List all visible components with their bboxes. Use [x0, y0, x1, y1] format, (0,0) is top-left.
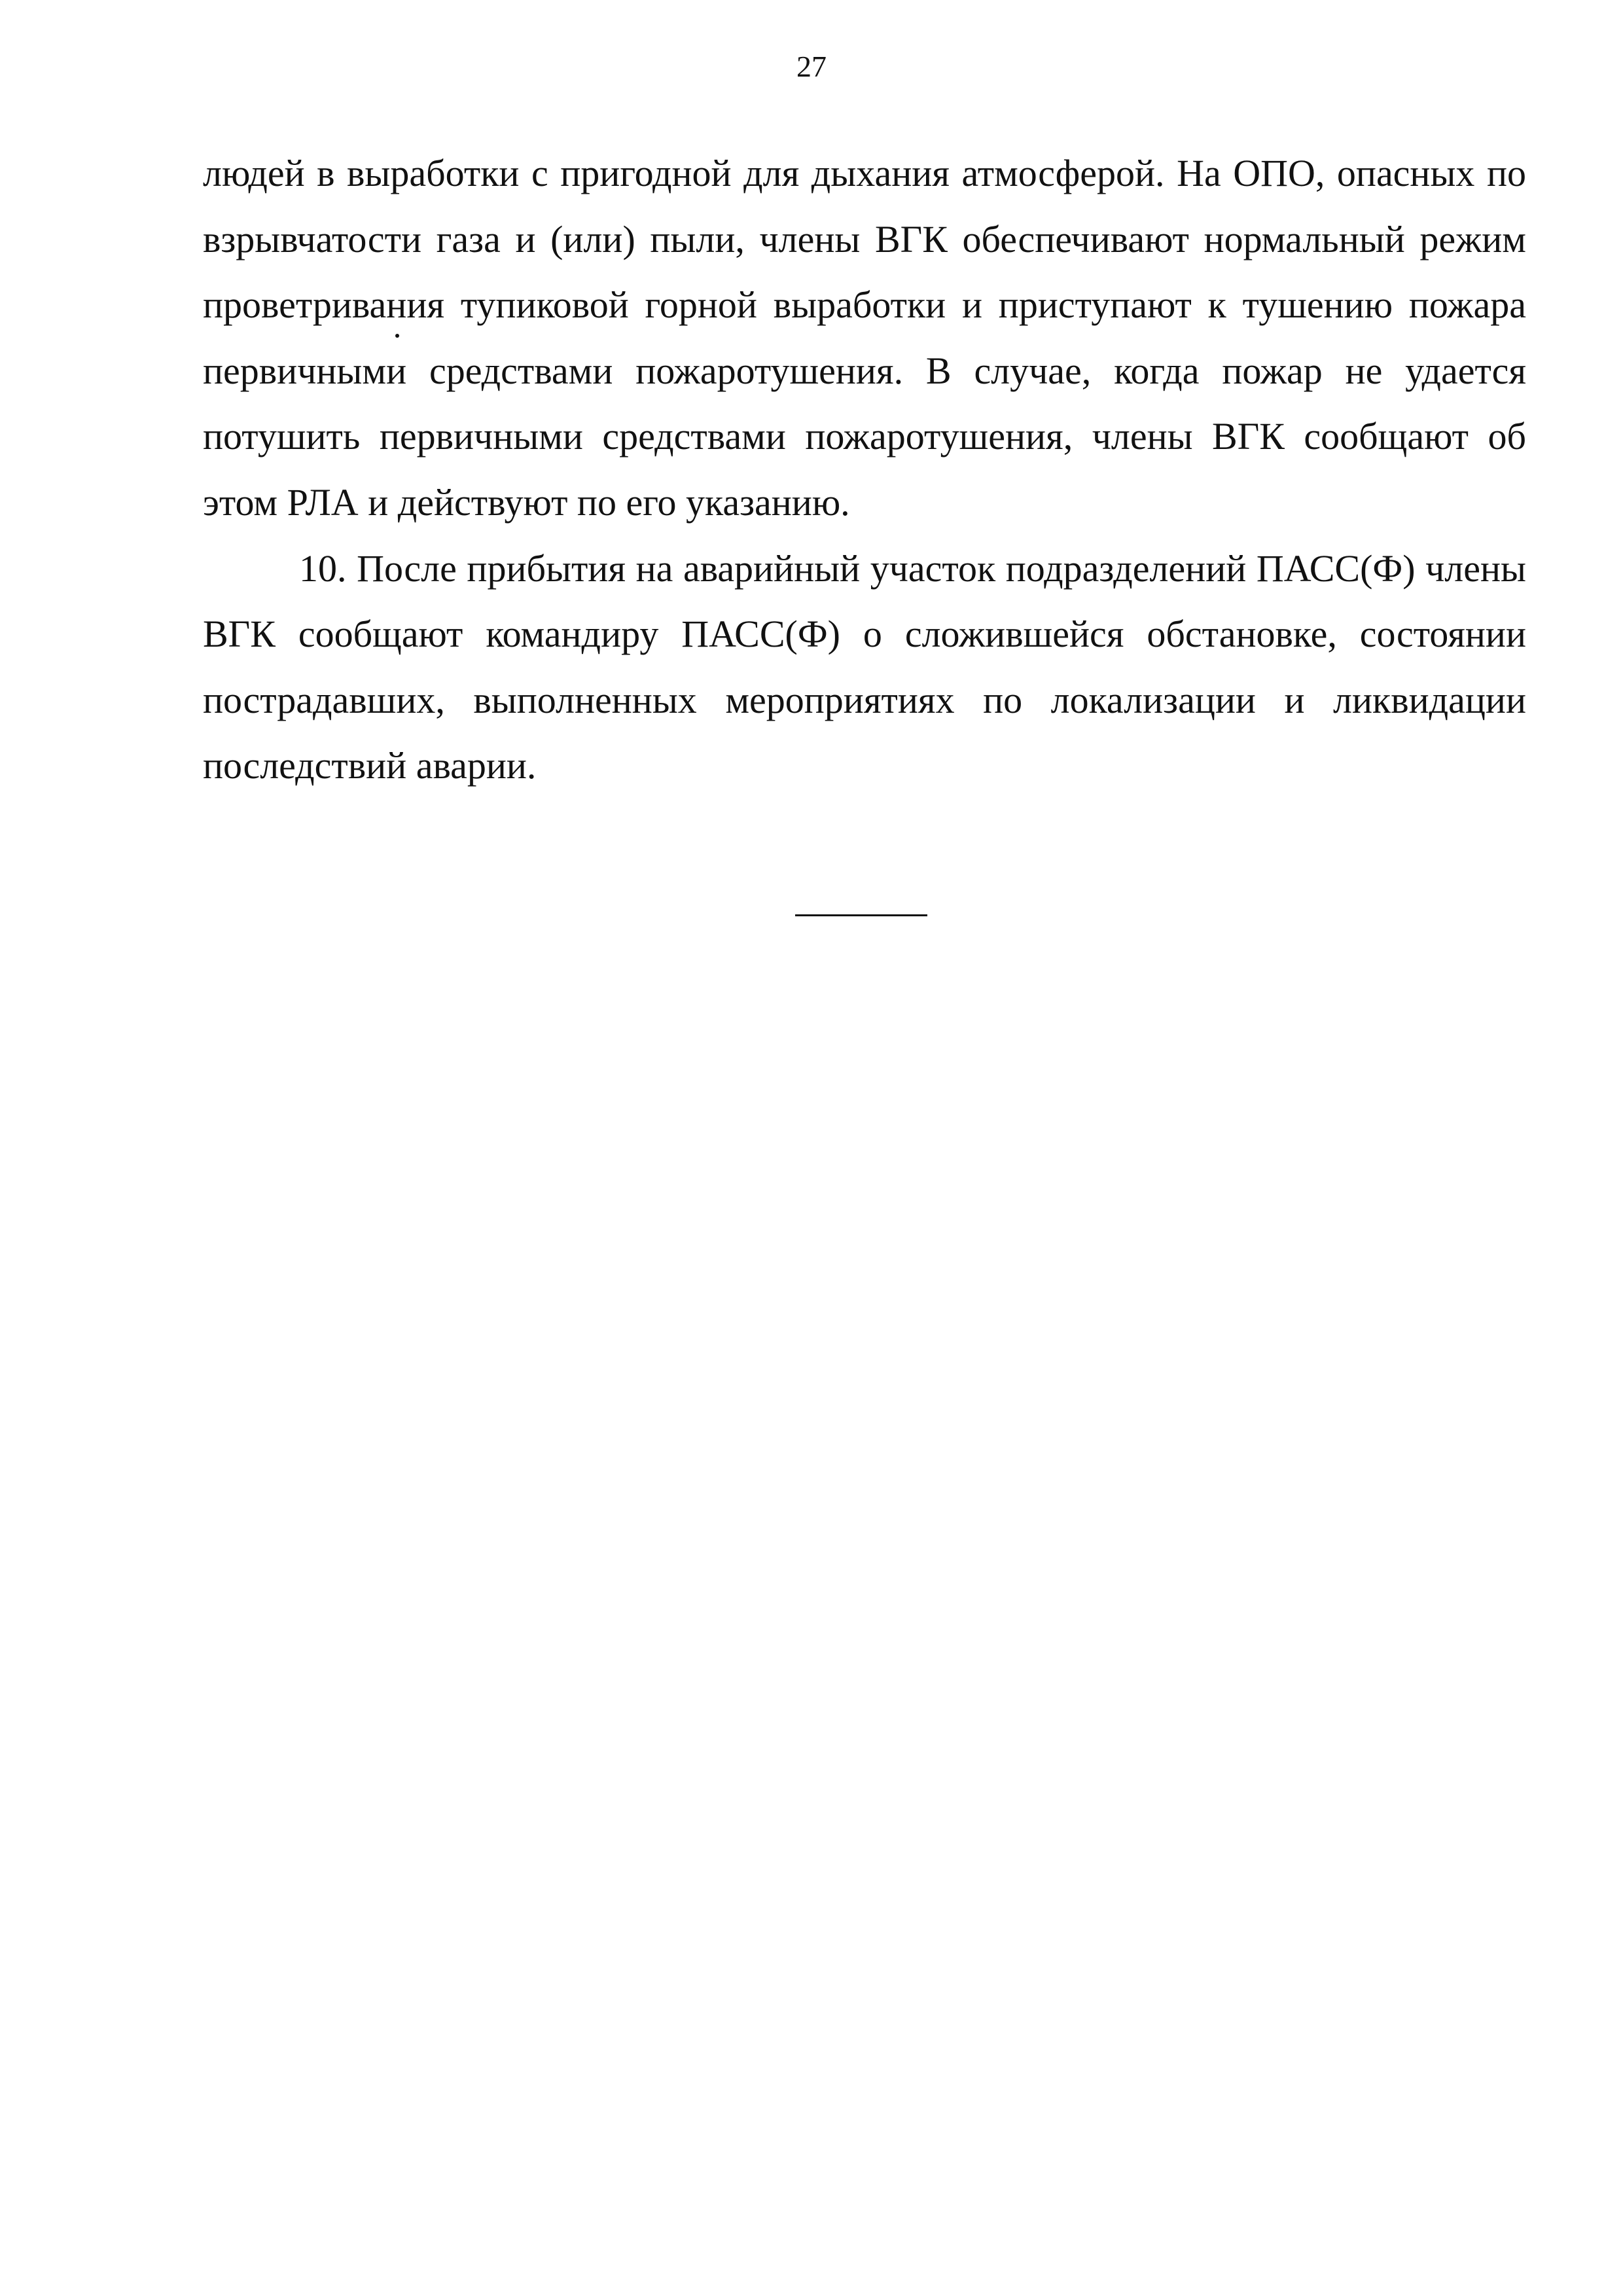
end-of-document-rule [795, 914, 927, 916]
paragraph-continuation: людей в выработки с пригодной для дыхания атмосферой. На ОПО, опасных по взрывчатости газа и (или) пыли, члены ВГК обеспечивают нормальный режим проветривания тупиковой горной выработки и приступают к тушению пожара первичными средствами пожаротушения. В случае, когда пожар не удается потушить первичными средствами пожаротушения, члены ВГК сообщают об этом РЛА и действуют по его указанию. [203, 152, 1526, 524]
page-number: 27 [796, 50, 827, 83]
paragraph-item-10: 10. После прибытия на аварийный участок подразделений ПАСС(Ф) члены ВГК сообщают командиру ПАСС(Ф) о сложившейся обстановке, состоянии пострадавших, выполненных мероприятиях по локализации и ликвидации последствий аварии. [203, 547, 1526, 787]
document-body [203, 141, 1526, 799]
